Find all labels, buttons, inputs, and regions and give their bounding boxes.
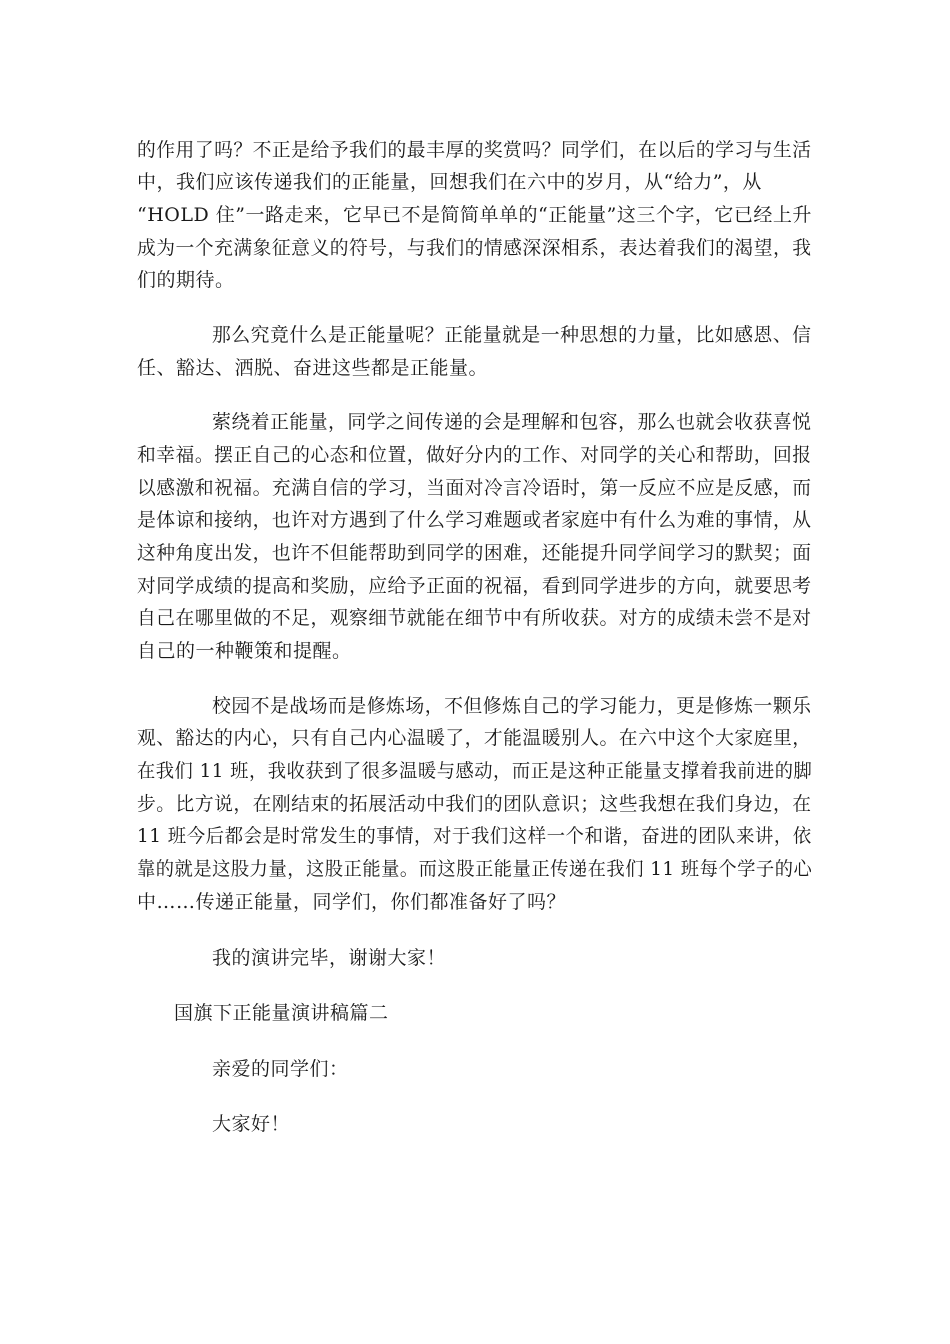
text-line: 和幸福。摆正自己的心态和位置，做好分内的工作、对同学的关心和帮助，回报 (137, 444, 812, 466)
text-line: 中……传递正能量，同学们，你们都准备好了吗？ (137, 891, 567, 913)
text-line: 这种角度出发，也许不但能帮助到同学的困难，还能提升同学间学习的默契；面 (137, 542, 812, 564)
greeting: 大家好！ (212, 1113, 291, 1135)
text-line: 成为一个充满象征意义的符号，与我们的情感深深相系，表达着我们的渴望，我 (137, 237, 812, 259)
text-line: 萦绕着正能量，同学之间传递的会是理解和包容，那么也就会收获喜悦 (212, 411, 812, 433)
salutation: 亲爱的同学们： (212, 1058, 349, 1080)
text-line: 中，我们应该传递我们的正能量，回想我们在六中的岁月，从“给力”，从 (137, 171, 762, 193)
text-line: 校园不是战场而是修炼场，不但修炼自己的学习能力，更是修炼一颗乐 (212, 695, 812, 717)
text-line: 步。比方说，在刚结束的拓展活动中我们的团队意识；这些我想在我们身边，在 (137, 793, 812, 815)
text-line: 任、豁达、洒脱、奋进这些都是正能量。 (137, 357, 489, 379)
text-line: 靠的就是这股力量，这股正能量。而这股正能量正传递在我们 11 班每个学子的心 (137, 858, 813, 880)
text-line: 对同学成绩的提高和奖励，应给予正面的祝福，看到同学进步的方向，就要思考 (137, 575, 812, 597)
text-line: 那么究竟什么是正能量呢？正能量就是一种思想的力量，比如感恩、信 (212, 324, 812, 346)
text-line: 11 班今后都会是时常发生的事情，对于我们这样一个和谐，奋进的团队来讲，依 (137, 825, 812, 847)
section-heading: 国旗下正能量演讲稿篇二 (174, 1002, 389, 1024)
text-line: 的作用了吗？不正是给予我们的最丰厚的奖赏吗？同学们，在以后的学习与生活 (137, 139, 812, 161)
text-line: 自己在哪里做的不足，观察细节就能在细节中有所收获。对方的成绩未尝不是对 (137, 607, 812, 629)
text-line: 们的期待。 (137, 269, 235, 291)
text-line: 在我们 11 班，我收获到了很多温暖与感动，而正是这种正能量支撑着我前进的脚 (137, 760, 813, 782)
text-line: 我的演讲完毕，谢谢大家！ (212, 947, 447, 969)
text-line: 自己的一种鞭策和提醒。 (137, 640, 352, 662)
text-line: 以感激和祝福。充满自信的学习，当面对冷言冷语时，第一反应不应是反感，而 (137, 477, 812, 499)
text-line: 是体谅和接纳，也许对方遇到了什么学习难题或者家庭中有什么为难的事情，从 (137, 509, 812, 531)
text-line: “HOLD 住”一路走来，它早已不是简简单单的“正能量”这三个字，它已经上升 (137, 204, 812, 226)
text-line: 观、豁达的内心，只有自己内心温暖了，才能温暖别人。在六中这个大家庭里， (137, 727, 812, 749)
